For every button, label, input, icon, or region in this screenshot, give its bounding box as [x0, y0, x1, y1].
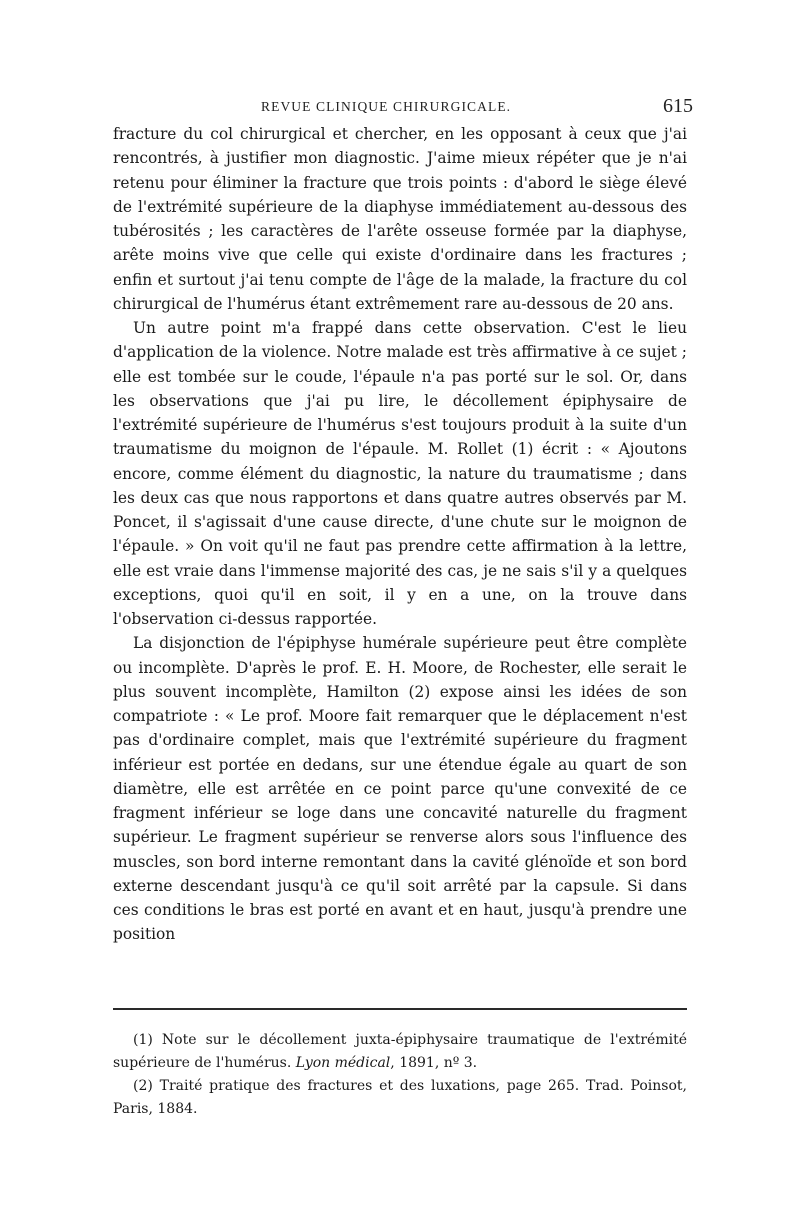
footnote-1-journal: Lyon médical	[295, 1054, 391, 1071]
footnote-1-citation: , 1891, nº 3.	[390, 1054, 478, 1071]
body-text	[113, 122, 687, 947]
running-head	[113, 95, 693, 122]
running-title: REVUE CLINIQUE CHIRURGICALE.	[261, 99, 512, 114]
paragraph: La disjonction de l'épiphyse humérale supérieure peut être complète ou incomplète. D'après le prof. E. H. Moore, de Rochester, elle serait le plus souvent incomplète, Hamilton (2) expose ainsi les idées de son compatriote : « Le prof. Moore fait remarquer que le déplacement n'est pas d'ordinaire complet, mais que l'extrémité supérieure du fragment inférieur est portée en dedans, sur une étendue égale au quart de son diamètre, elle est arrêtée en ce point parce qu'une convexité de ce fragment inférieur se loge dans une concavité naturelle du fragment supérieur. Le fragment supérieur se renverse alors sous l'influence des muscles, son bord interne remontant dans la cavité glénoïde et son bord externe descendant jusqu'à ce qu'il soit arrêté par la capsule. Si dans ces conditions le bras est porté en avant et en haut, jusqu'à prendre une position	[113, 634, 687, 944]
page-number: 615	[663, 95, 693, 117]
footnote-rule	[113, 1008, 687, 1010]
paragraph: Un autre point m'a frappé dans cette observation. C'est le lieu d'application de la violence. Notre malade est très affirmative à ce sujet ; elle est tombée sur le coude, l'épaule n'a pas porté sur le sol. Or, dans les observations que j'ai pu lire, le décollement épiphysaire de l'extrémité supérieure de l'humérus s'est toujours produit à la suite d'un traumatisme du moignon de l'épaule. M. Rollet (1) écrit : « Ajoutons encore, comme élément du diagnostic, la nature du traumatisme ; dans les deux cas que nous rapportons et dans quatre autres observés par M. Poncet, il s'agissait d'une cause directe, d'une chute sur le moignon de l'épaule. » On voit qu'il ne faut pas prendre cette affirmation à la lettre, elle est vraie dans l'immense majorité des cas, je ne sais s'il y a quelques exceptions, quoi qu'il en soit, il y en a une, on la trouve dans l'observation ci-dessus rapportée.	[113, 319, 687, 628]
footnote-2	[113, 1075, 687, 1120]
paragraph: fracture du col chirurgical et chercher, en les opposant à ceux que j'ai rencontrés, à justifier mon diagnostic. J'aime mieux répéter que je n'ai retenu pour éliminer la fracture que trois points : d'abord le siège élevé de l'extrémité supérieure de la diaphyse immédiatement au-dessous des tubérosités ; les caractères de l'arête osseuse formée par la diaphyse, arête moins vive que celle qui existe d'ordinaire dans les fractures ; enfin et surtout j'ai tenu compte de l'âge de la malade, la fracture du col chirurgical de l'humérus étant extrêmement rare au-dessous de 20 ans.	[113, 125, 687, 313]
footnotes	[113, 1029, 687, 1120]
footnote-2-text: (2) Traité pratique des fractures et des luxations, page 265. Trad. Poinsot, Paris, 1884.	[113, 1078, 687, 1117]
footnote-1	[113, 1029, 687, 1074]
page	[113, 95, 693, 947]
footnote-1-text: (1) Note sur le décollement juxta-épiphysaire traumatique de l'extrémité supérieure de l'humérus.	[113, 1032, 687, 1071]
